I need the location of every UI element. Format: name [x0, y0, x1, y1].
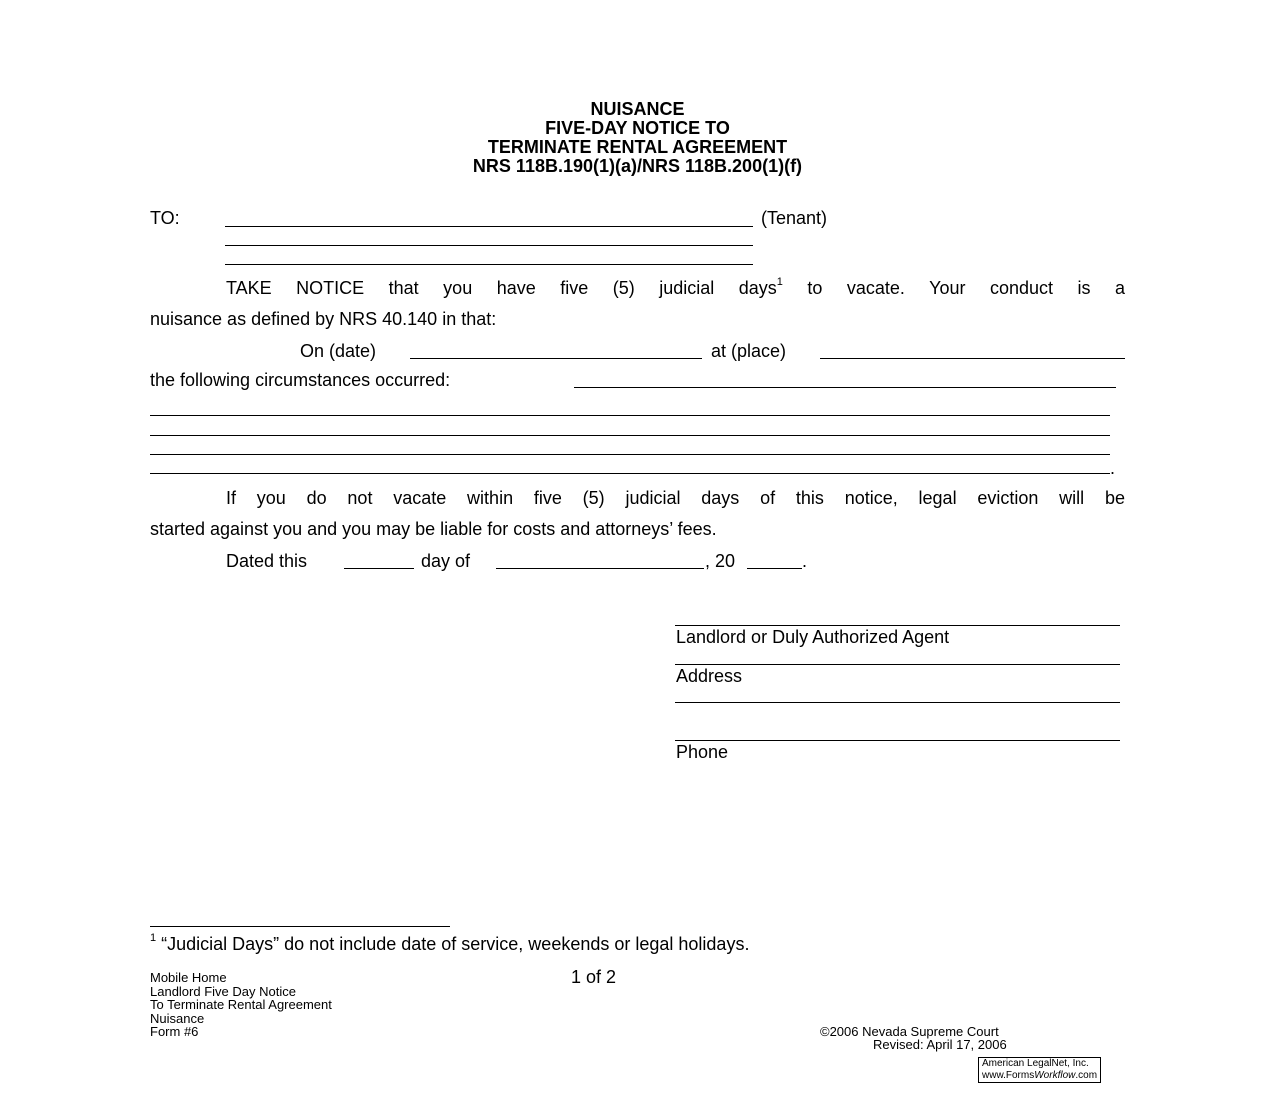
dated-month-line[interactable] — [496, 568, 704, 569]
place-line[interactable] — [820, 358, 1125, 359]
dated-prefix: Dated this — [226, 551, 308, 571]
title-line-3: TERMINATE RENTAL AGREEMENT — [487, 137, 788, 157]
revised-date: Revised: April 17, 2006 — [873, 1037, 1007, 1052]
page-number: 1 of 2 — [571, 967, 617, 987]
circumstances-period: . — [1110, 458, 1116, 478]
circumstances-line-2[interactable] — [150, 435, 1110, 436]
circumstances-line-0[interactable] — [574, 387, 1116, 388]
notice-line-1: TAKE NOTICE that you have five (5) judicial days$^1$ to vacate. Your conduct is a — [226, 276, 1125, 298]
title-line-2: FIVE-DAY NOTICE TO — [545, 118, 730, 138]
title-line-1: NUISANCE — [590, 99, 685, 119]
on-date-label: On (date) — [300, 341, 377, 361]
footnote-divider — [150, 926, 450, 927]
footnote-ref: 1 — [776, 276, 783, 288]
stamp-url[interactable]: www.FormsWorkflow.com — [982, 1070, 1098, 1081]
tenant-name-line[interactable] — [225, 226, 753, 227]
at-place-label: at (place) — [711, 341, 787, 361]
footnote-marker: 1 — [150, 932, 157, 944]
notice-line-2: nuisance as defined by NRS 40.140 in that: — [150, 309, 497, 329]
tenant-address-line-1[interactable] — [225, 245, 753, 246]
footer-form-line-2: Landlord Five Day Notice — [150, 983, 296, 999]
circumstances-label: the following circumstances occurred: — [150, 370, 451, 390]
dated-period: . — [802, 551, 808, 571]
dated-comma-20: , 20 — [705, 551, 736, 571]
warning-line-1: If you do not vacate within five (5) judicial days of this notice, legal eviction will be — [226, 488, 1125, 508]
publisher-stamp — [978, 1057, 1101, 1083]
warning-line-2: started against you and you may be liable for costs and attorneys’ fees. — [150, 519, 717, 539]
footer-form-line-1: Mobile Home — [150, 970, 227, 985]
stamp-company: American LegalNet, Inc. — [982, 1058, 1089, 1069]
copyright: ©2006 Nevada Supreme Court — [820, 1024, 999, 1039]
footer-form-line-5: Form #6 — [150, 1024, 199, 1039]
phone-line[interactable] — [675, 740, 1120, 741]
title-line-4: NRS 118B.190(1)(a)/NRS 118B.200(1)(f) — [472, 156, 803, 176]
tenant-address-line-2[interactable] — [225, 264, 753, 265]
circumstances-line-3[interactable] — [150, 454, 1110, 455]
dated-day-line[interactable] — [344, 568, 414, 569]
tenant-label: (Tenant) — [761, 208, 828, 228]
date-line[interactable] — [410, 358, 702, 359]
dated-day-of: day of — [421, 551, 471, 571]
to-label: TO: — [150, 208, 180, 228]
circumstances-line-4[interactable] — [150, 473, 1110, 474]
phone-label: Phone — [676, 742, 729, 762]
footer-form-line-3: To Terminate Rental Agreement — [150, 997, 332, 1012]
address-line-2[interactable] — [675, 702, 1120, 703]
footer-form-line-4: Nuisance — [150, 1010, 205, 1026]
dated-year-line[interactable] — [747, 568, 802, 569]
landlord-label: Landlord or Duly Authorized Agent — [676, 627, 950, 647]
address-label: Address — [676, 666, 743, 686]
footnote-text: “Judicial Days” do not include date of service, weekends or legal holidays. — [156, 934, 750, 954]
circumstances-line-1[interactable] — [150, 415, 1110, 416]
footnote — [150, 933, 749, 955]
